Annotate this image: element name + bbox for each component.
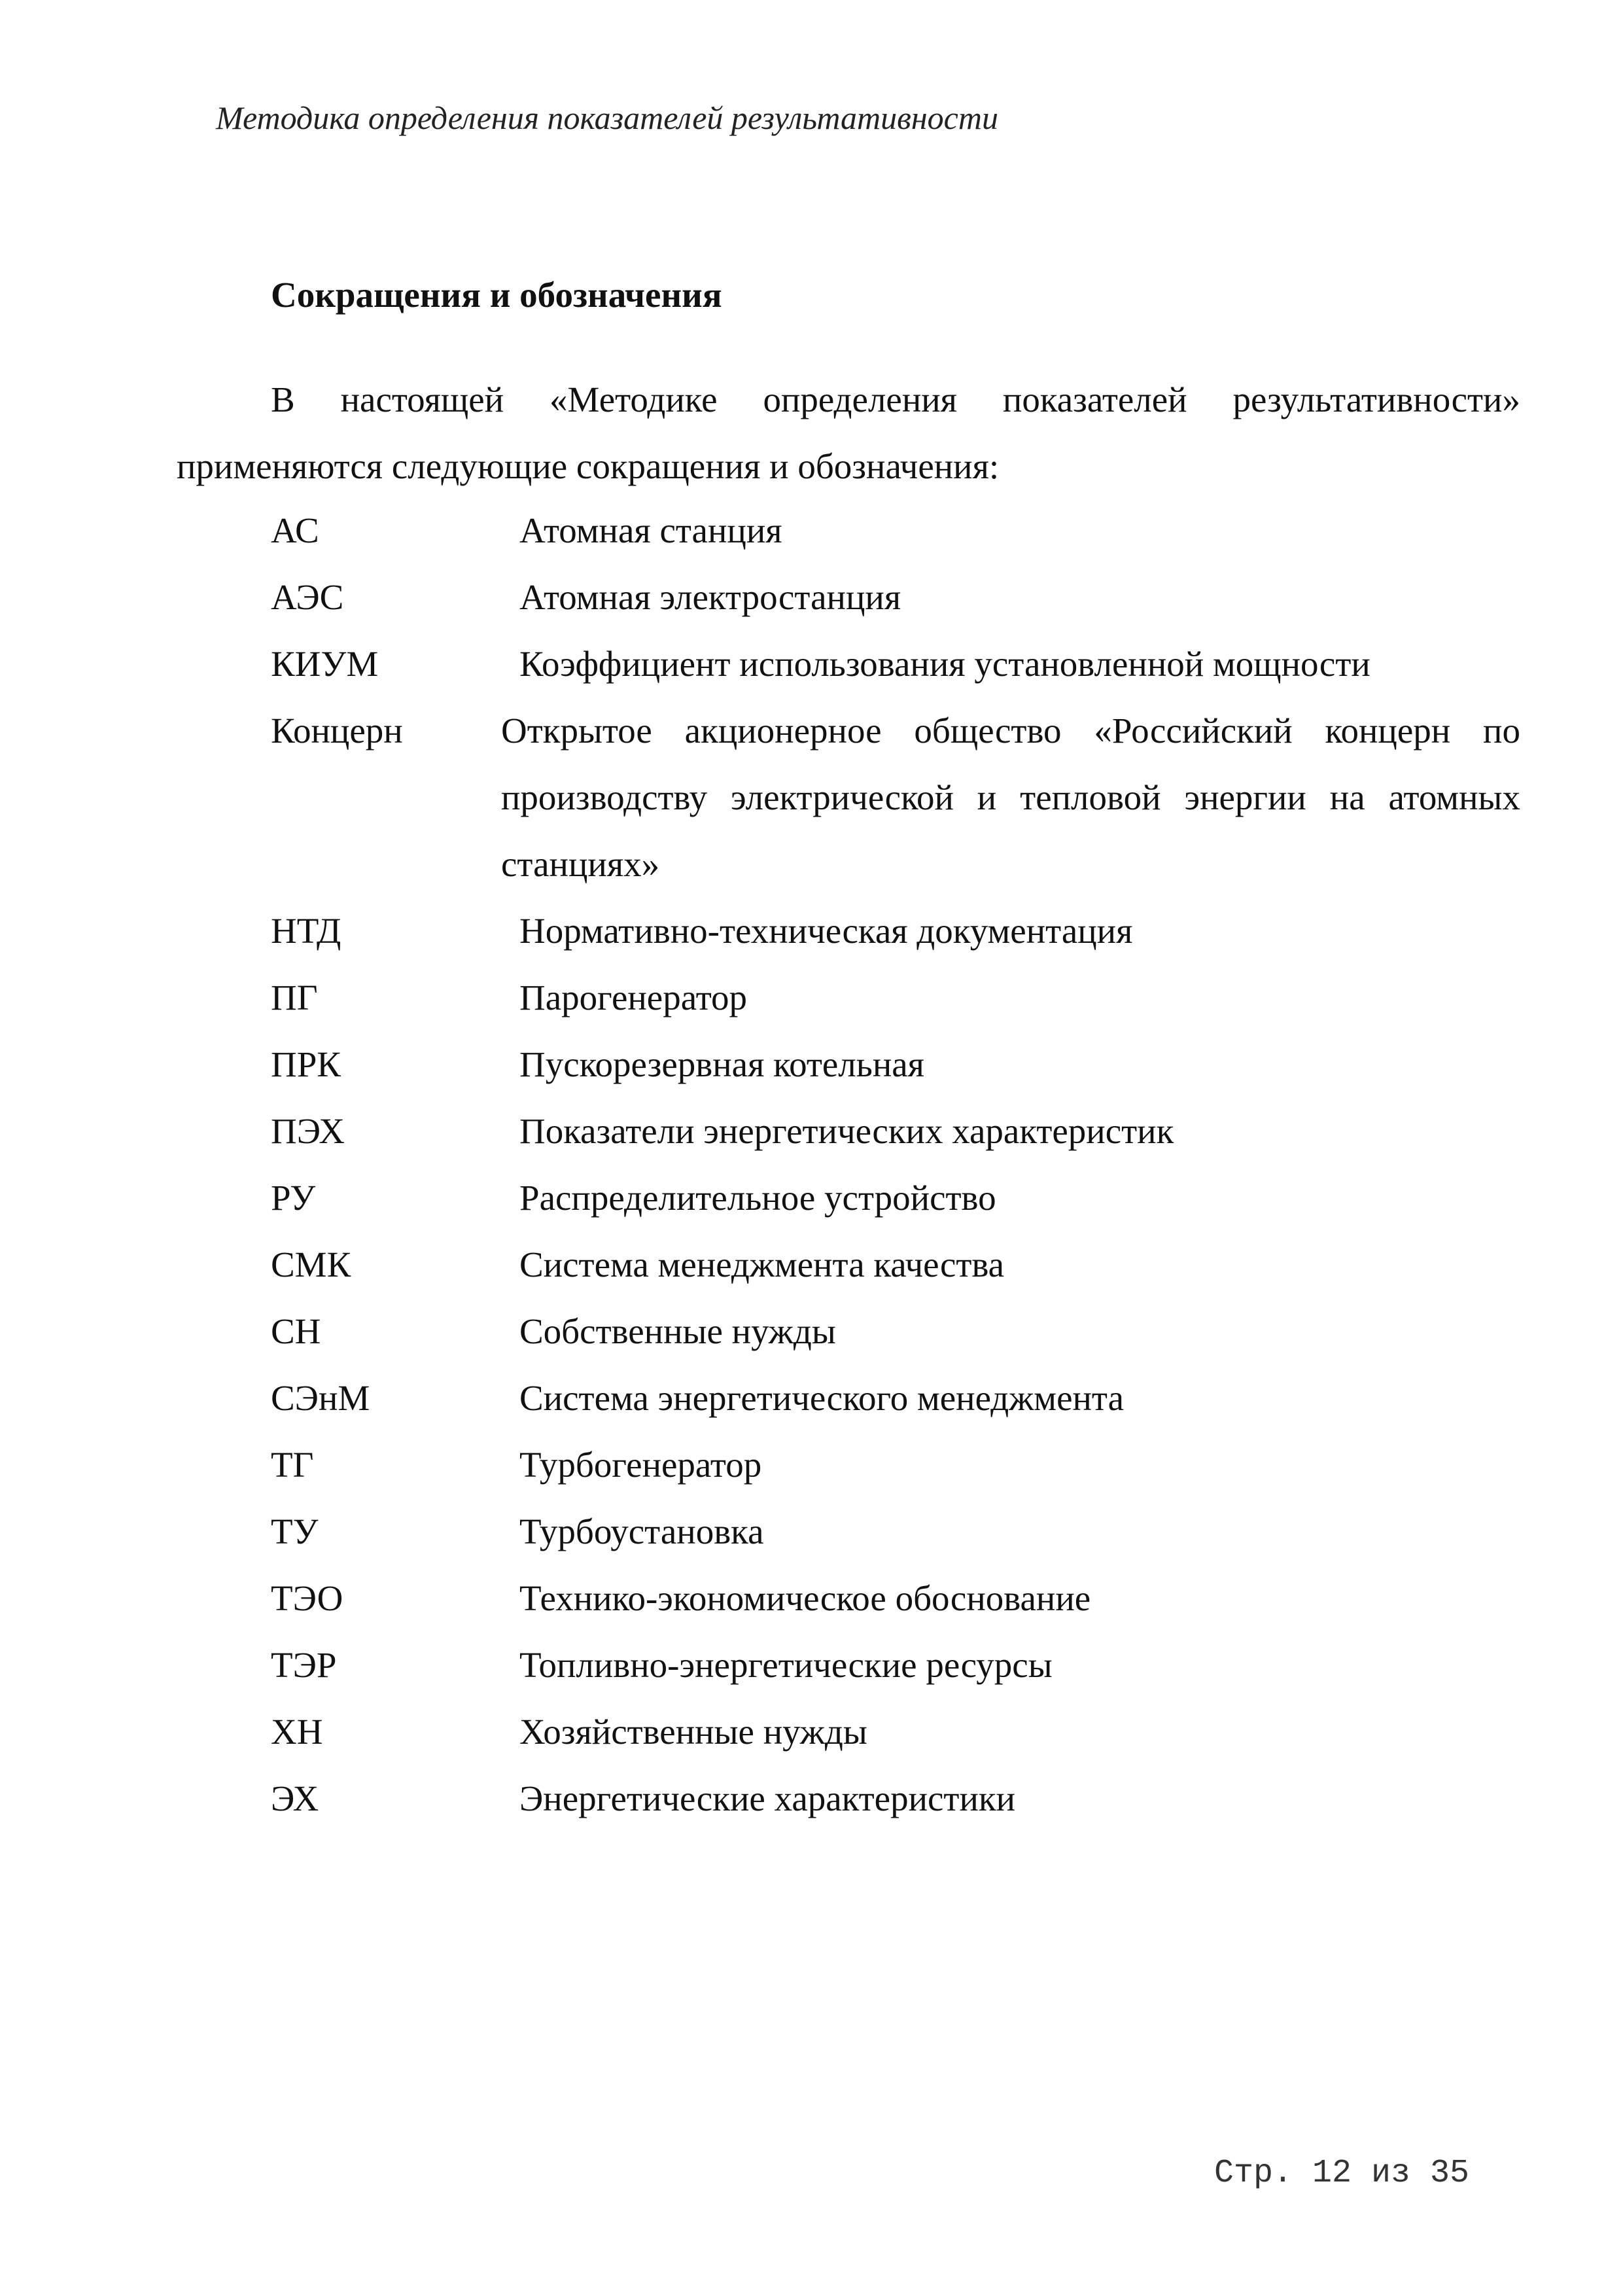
abbreviation-definition: Атомная электростанция — [519, 577, 901, 617]
abbreviation-row — [271, 898, 1520, 964]
abbreviation-row — [271, 1298, 1520, 1365]
abbreviation-row — [271, 1031, 1520, 1098]
abbreviation-definition: Нормативно-техническая документация — [519, 911, 1133, 951]
abbreviation-definition: Энергетические характеристики — [519, 1778, 1016, 1818]
abbreviation-term: ТЭО — [271, 1578, 343, 1618]
abbreviation-row — [271, 1498, 1520, 1565]
abbreviation-definition: Распределительное устройство — [519, 1178, 996, 1218]
abbreviation-row — [271, 564, 1520, 631]
abbreviation-term: КИУМ — [271, 644, 379, 684]
abbreviation-definition: Хозяйственные нужды — [519, 1712, 867, 1752]
abbreviation-term: ТЭР — [271, 1645, 337, 1685]
abbreviation-row — [271, 1098, 1520, 1165]
abbreviation-term: ТГ — [271, 1445, 314, 1485]
abbreviation-definition: Система менеджмента качества — [519, 1245, 1005, 1284]
abbreviation-row — [271, 1699, 1520, 1765]
abbreviation-row — [271, 1565, 1520, 1632]
abbreviation-definition: Турбоустановка — [519, 1511, 764, 1551]
abbreviation-row — [271, 964, 1520, 1031]
abbreviation-row — [271, 698, 1520, 898]
abbreviation-term: ПРК — [271, 1044, 341, 1084]
abbreviation-definition: Турбогенератор — [519, 1445, 762, 1485]
abbreviation-term: ХН — [271, 1712, 323, 1752]
abbreviation-term: СЭнМ — [271, 1378, 370, 1418]
abbreviation-definition: Парогенератор — [519, 978, 748, 1017]
abbreviation-definition: Пускорезервная котельная — [519, 1044, 924, 1084]
abbreviation-definition — [501, 698, 1520, 898]
abbreviation-definition: Система энергетического менеджмента — [519, 1378, 1125, 1418]
abbreviation-row — [271, 1165, 1520, 1231]
abbreviation-term: СН — [271, 1311, 321, 1351]
abbreviation-definition: Атомная станция — [519, 510, 782, 550]
abbreviation-definition: Собственные нужды — [519, 1311, 836, 1351]
abbreviation-term: АС — [271, 510, 319, 550]
abbreviation-term: ПЭХ — [271, 1111, 345, 1151]
abbreviation-definition: Топливно-энергетические ресурсы — [519, 1645, 1053, 1685]
abbreviation-term: ПГ — [271, 978, 318, 1017]
abbreviation-term: НТД — [271, 911, 341, 951]
abbreviation-row — [271, 1365, 1520, 1432]
section-title: Сокращения и обозначения — [271, 275, 722, 315]
abbreviation-definition: Технико-экономическое обоснование — [519, 1578, 1091, 1618]
intro-paragraph: В настоящей «Методике определения показателей результативности» применяются следующие сокращения и обозначения: — [177, 380, 1520, 486]
abbreviation-term: Концерн — [271, 711, 403, 751]
abbreviation-definition: Коэффициент использования установленной мощности — [519, 644, 1370, 684]
abbreviation-term: СМК — [271, 1245, 351, 1284]
abbreviation-list — [271, 497, 1520, 1832]
running-header: Методика определения показателей результативности — [216, 99, 998, 136]
abbreviation-row — [271, 1432, 1520, 1498]
abbreviation-term: РУ — [271, 1178, 316, 1218]
abbreviation-term: АЭС — [271, 577, 344, 617]
abbreviation-row — [271, 1765, 1520, 1832]
abbreviation-row — [271, 1231, 1520, 1298]
abbreviation-definition: Показатели энергетических характеристик — [519, 1111, 1174, 1151]
abbreviation-term: ЭХ — [271, 1778, 319, 1818]
abbreviation-row — [271, 1632, 1520, 1699]
abbreviation-definition-text: Открытое акционерное общество «Российский концерн по производству электрической и тепловой энергии на атомных станциях» — [501, 711, 1520, 884]
page-number: Стр. 12 из 35 — [1214, 2155, 1470, 2192]
abbreviation-row — [271, 497, 1520, 564]
abbreviation-term: ТУ — [271, 1511, 319, 1551]
abbreviation-row — [271, 631, 1520, 698]
